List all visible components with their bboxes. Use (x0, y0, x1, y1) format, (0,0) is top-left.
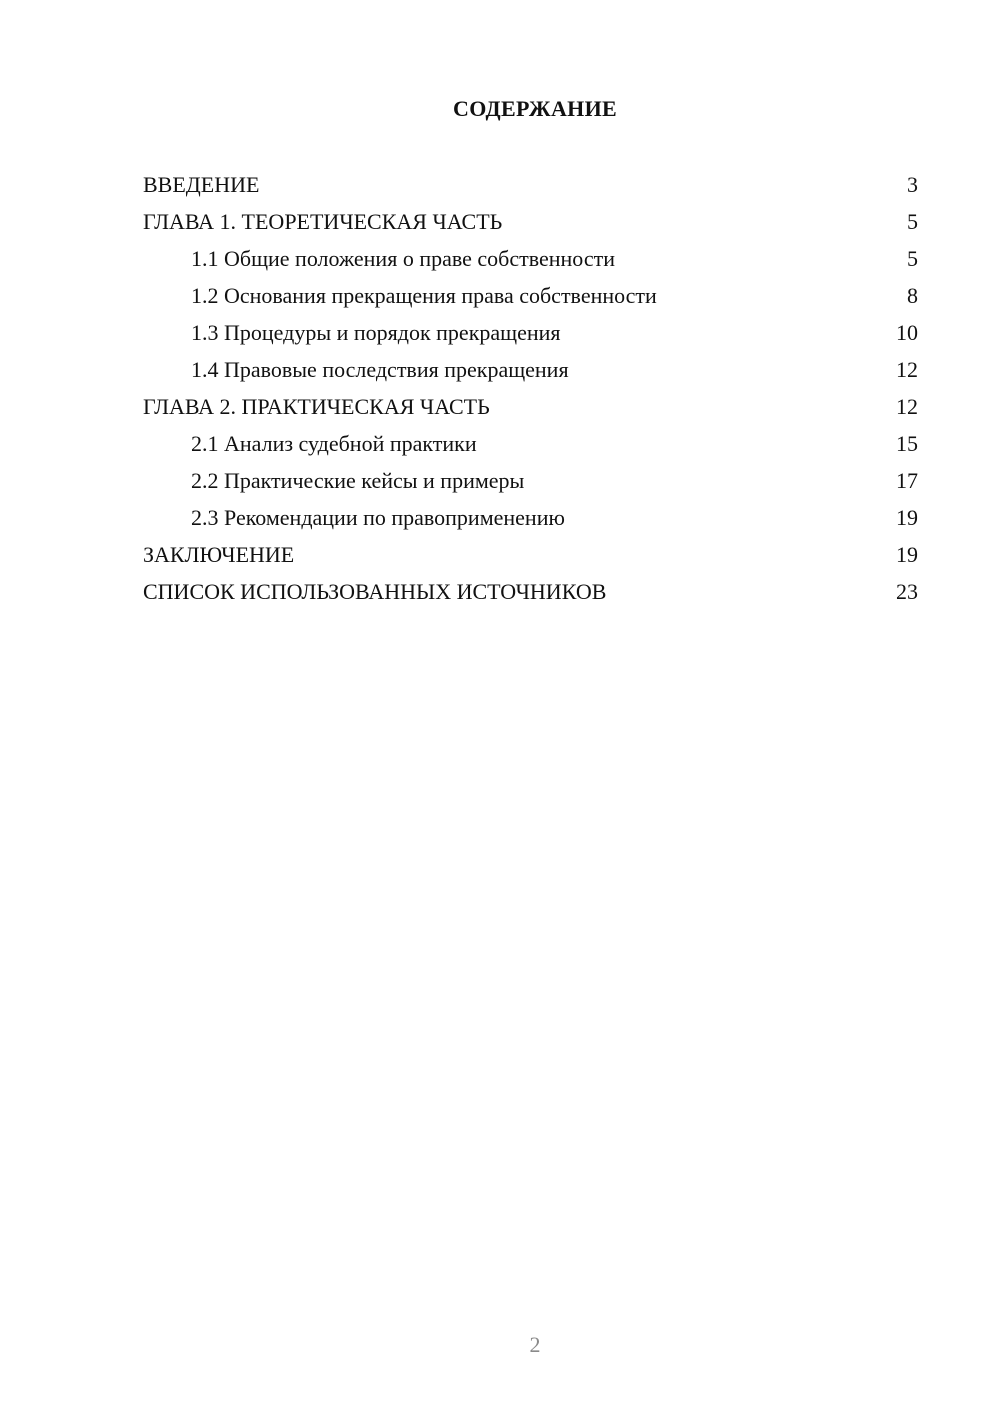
toc-entry-section-1-4 (143, 351, 918, 388)
toc-entry-section-2-3 (143, 499, 918, 536)
toc-entry-page: 10 (896, 320, 918, 345)
toc-entry-page: 3 (907, 172, 918, 197)
toc-entry-page: 5 (907, 246, 918, 271)
toc-entry-chapter-1 (143, 203, 918, 240)
toc-title: СОДЕРЖАНИЕ (453, 96, 617, 121)
toc-entry-page: 23 (896, 579, 918, 604)
toc-entry-label: 2.2 Практические кейсы и примеры (191, 468, 525, 493)
page-number: 2 (529, 1332, 541, 1357)
toc-entry-section-1-1 (143, 240, 918, 277)
toc-entry-section-1-3 (143, 314, 918, 351)
toc-entry-section-2-1 (143, 425, 918, 462)
toc-entry-references (143, 573, 918, 610)
toc-entry-page: 19 (896, 505, 918, 530)
toc-entry-label: 1.4 Правовые последствия прекращения (191, 357, 569, 382)
toc-entry-page: 19 (896, 542, 918, 567)
toc-entry-label: 1.1 Общие положения о праве собственности (191, 246, 615, 271)
toc-entry-page: 12 (896, 357, 918, 382)
toc-entry-chapter-2 (143, 388, 918, 425)
toc-entry-page: 12 (896, 394, 918, 419)
toc-entry-label: ГЛАВА 1. ТЕОРЕТИЧЕСКАЯ ЧАСТЬ (143, 209, 503, 234)
toc-entry-page: 17 (896, 468, 918, 493)
toc-entry-label: 2.1 Анализ судебной практики (191, 431, 477, 456)
toc-entry-section-2-2 (143, 462, 918, 499)
toc-entry-label: ЗАКЛЮЧЕНИЕ (143, 542, 295, 567)
toc-entry-section-1-2 (143, 277, 918, 314)
toc-list (143, 166, 918, 610)
toc-entry-conclusion (143, 536, 918, 573)
toc-entry-label: 2.3 Рекомендации по правоприменению (191, 505, 565, 530)
toc-entry-label: ГЛАВА 2. ПРАКТИЧЕСКАЯ ЧАСТЬ (143, 394, 490, 419)
toc-entry-page: 15 (896, 431, 918, 456)
toc-entry-introduction (143, 166, 918, 203)
toc-entry-page: 8 (907, 283, 918, 308)
toc-entry-label: СПИСОК ИСПОЛЬЗОВАННЫХ ИСТОЧНИКОВ (143, 579, 607, 604)
toc-entry-page: 5 (907, 209, 918, 234)
toc-entry-label: ВВЕДЕНИЕ (143, 172, 260, 197)
toc-entry-label: 1.3 Процедуры и порядок прекращения (191, 320, 561, 345)
toc-entry-label: 1.2 Основания прекращения права собственности (191, 283, 657, 308)
